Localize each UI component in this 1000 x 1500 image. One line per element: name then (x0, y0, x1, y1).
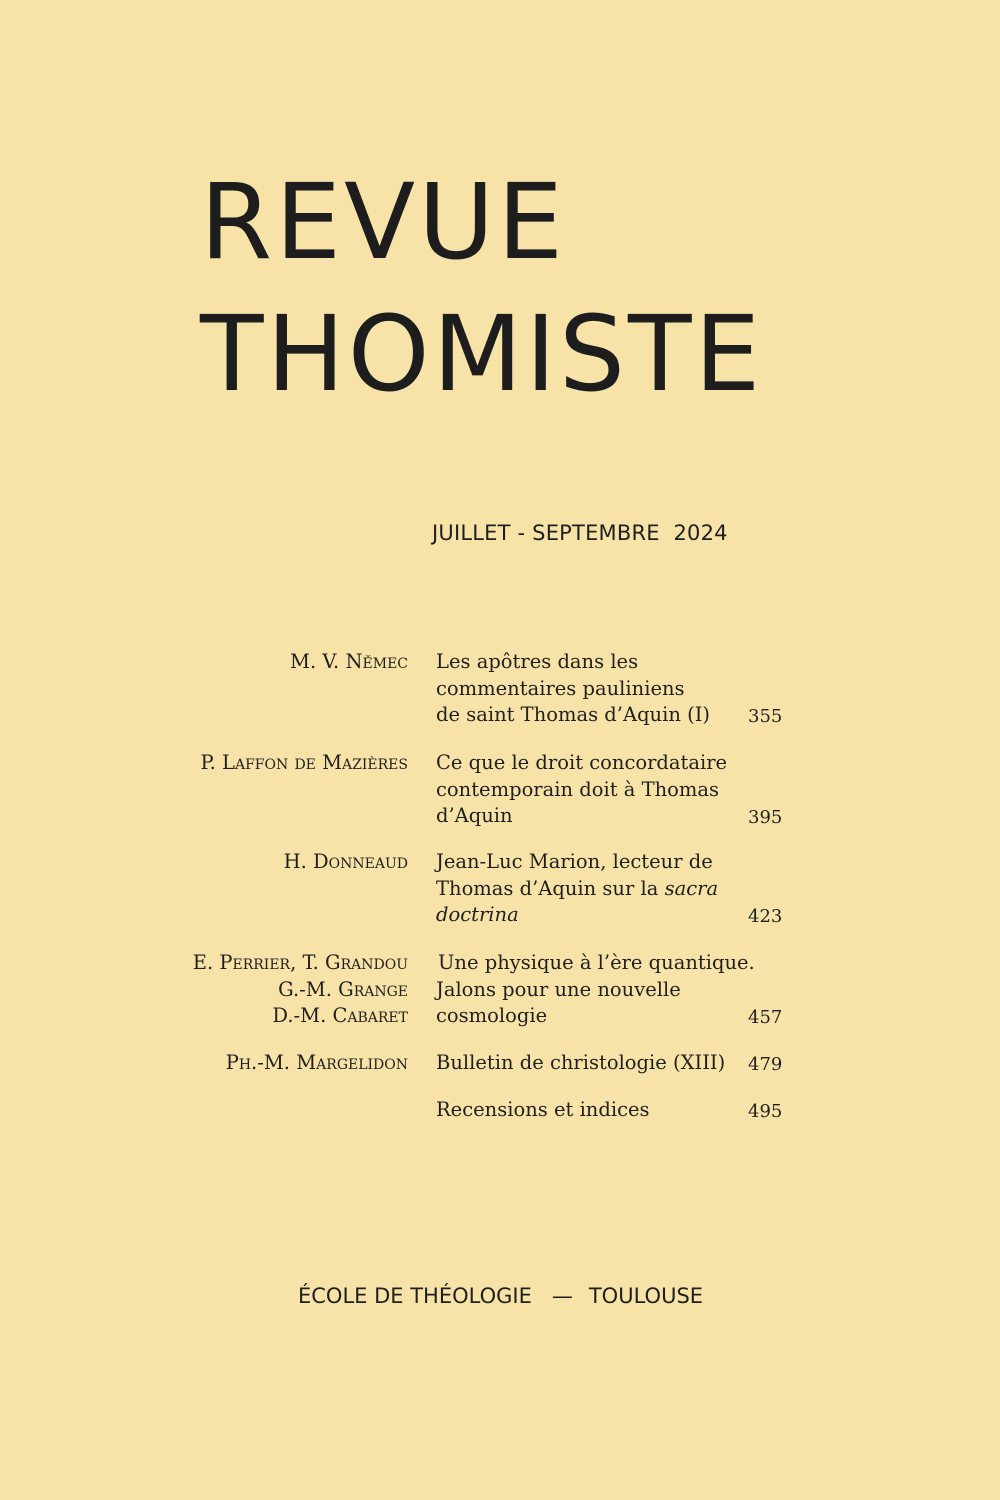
title-line: Les apôtres dans les (436, 650, 639, 673)
title-line: Jean-Luc Marion, lecteur de (436, 850, 713, 873)
footer-dash: — (551, 1284, 573, 1308)
title-italic-text: doctrina (436, 903, 519, 926)
toc-author (200, 750, 408, 777)
toc-author (193, 950, 408, 1030)
toc-page-number: 495 (748, 1101, 783, 1122)
title-line: Une physique à l’ère quantique. (438, 951, 755, 974)
author-name: P. Laffon de Mazières (200, 751, 408, 774)
journal-title-line-2: THOMISTE (200, 293, 764, 415)
toc-author (226, 1050, 408, 1077)
title-line: contemporain doit à Thomas (436, 777, 719, 801)
title-italic-text: sacra (664, 876, 719, 900)
title-line: Recensions et indices (436, 1098, 650, 1121)
publisher-city: TOULOUSE (588, 1284, 704, 1308)
title-line: Ce que le droit concordataire (436, 751, 728, 774)
toc-page-number: 395 (748, 807, 783, 828)
author-name: Ph.-M. Margelidon (225, 1051, 408, 1074)
title-line (436, 902, 736, 929)
issue-date: JUILLET - SEPTEMBRE 2024 (432, 521, 728, 545)
title-line (436, 876, 736, 903)
toc-page-number: 479 (748, 1054, 783, 1075)
toc-author (284, 849, 408, 876)
publisher-school: ÉCOLE DE THÉOLOGIE (298, 1284, 532, 1308)
author-name: H. Donneaud (283, 850, 408, 873)
title-line: commentaires pauliniens (436, 676, 685, 700)
title-line: d’Aquin (436, 804, 513, 827)
title-line-text: Thomas d’Aquin sur la (436, 876, 665, 900)
author-name: M. V. Němec (290, 650, 408, 673)
toc-article-title (436, 950, 755, 1030)
toc-page-number: 355 (748, 706, 783, 727)
author-name: G.-M. Grange (278, 977, 408, 1001)
toc-author (290, 649, 408, 676)
journal-title-line-1: REVUE (200, 161, 566, 283)
toc-article-title (436, 1097, 736, 1124)
title-line: cosmologie (436, 1004, 548, 1027)
author-name: E. Perrier, T. Grandou (192, 951, 408, 974)
toc-article-title (436, 1050, 736, 1077)
toc-article-title (436, 849, 736, 929)
publisher-footer (298, 1284, 703, 1308)
author-name: D.-M. Cabaret (272, 1004, 408, 1027)
title-line: de saint Thomas d’Aquin (I) (436, 703, 711, 726)
title-line: Bulletin de christologie (XIII) (436, 1051, 726, 1074)
title-line: Jalons pour une nouvelle (436, 977, 681, 1001)
toc-page-number: 423 (748, 906, 783, 927)
toc-page-number: 457 (748, 1007, 783, 1028)
toc-article-title (436, 649, 736, 729)
toc-article-title (436, 750, 736, 830)
